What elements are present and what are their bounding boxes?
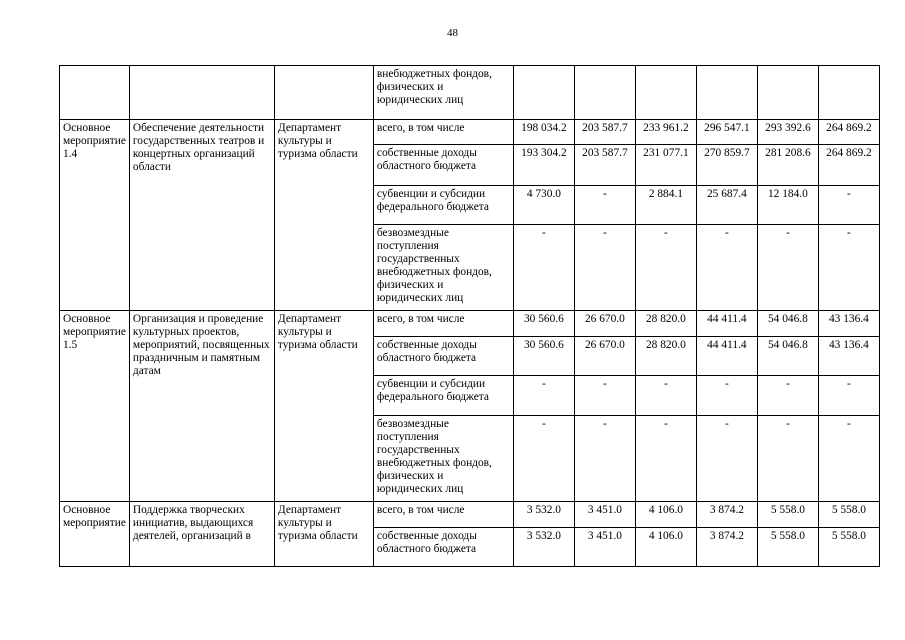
value-cell: 5 558.0 [757,528,818,567]
value-cell: 3 451.0 [574,502,635,528]
value-cell: - [696,416,757,502]
value-cell: - [635,416,696,502]
value-cell: 43 136.4 [818,311,879,337]
source-cell: безвозмездные поступления государственных внебюджетных фондов, физических и юридических лиц [373,225,513,311]
event-cell: Основное мероприятие [60,502,130,567]
value-cell: - [635,376,696,416]
value-cell: 281 208.6 [757,145,818,186]
value-cell: - [513,376,574,416]
value-cell [635,66,696,120]
value-cell: 12 184.0 [757,186,818,225]
value-cell: 296 547.1 [696,120,757,145]
value-cell: 26 670.0 [574,311,635,337]
event-cell: Основное мероприятие 1.4 [60,120,130,311]
value-cell: 264 869.2 [818,120,879,145]
source-cell: субвенции и субсидии федерального бюджета [373,186,513,225]
value-cell: 3 532.0 [513,502,574,528]
name-cell: Обеспечение деятельности государственных театров и концертных организаций области [129,120,274,311]
value-cell: - [818,186,879,225]
value-cell: 30 560.6 [513,311,574,337]
value-cell: 28 820.0 [635,311,696,337]
value-cell: - [574,225,635,311]
value-cell: 28 820.0 [635,337,696,376]
value-cell: 44 411.4 [696,311,757,337]
value-cell: 203 587.7 [574,120,635,145]
executor-cell: Департамент культуры и туризма области [274,120,373,311]
value-cell: - [574,376,635,416]
value-cell: 293 392.6 [757,120,818,145]
value-cell: - [635,225,696,311]
value-cell: - [757,376,818,416]
value-cell: 2 884.1 [635,186,696,225]
value-cell: 264 869.2 [818,145,879,186]
value-cell: 4 106.0 [635,502,696,528]
table-row [60,502,880,528]
value-cell: 5 558.0 [757,502,818,528]
source-cell: субвенции и субсидии федерального бюджета [373,376,513,416]
value-cell [757,66,818,120]
value-cell [574,66,635,120]
value-cell: 25 687.4 [696,186,757,225]
source-cell: внебюджетных фондов, физических и юридических лиц [373,66,513,120]
source-cell: собственные доходы областного бюджета [373,145,513,186]
source-cell: всего, в том числе [373,120,513,145]
value-cell: 231 077.1 [635,145,696,186]
event-cell: Основное мероприятие 1.5 [60,311,130,502]
source-cell: собственные доходы областного бюджета [373,337,513,376]
value-cell: - [818,416,879,502]
table-row [60,66,880,120]
value-cell: - [574,416,635,502]
source-cell: всего, в том числе [373,311,513,337]
table-row [60,120,880,145]
value-cell: - [757,416,818,502]
value-cell: 54 046.8 [757,311,818,337]
value-cell: - [696,376,757,416]
value-cell [513,66,574,120]
value-cell: - [818,376,879,416]
value-cell: - [513,225,574,311]
value-cell: 3 874.2 [696,528,757,567]
value-cell: 4 730.0 [513,186,574,225]
page-number: 48 [447,27,458,39]
name-cell: Поддержка творческих инициатив, выдающихся деятелей, организаций в [129,502,274,567]
name-cell: Организация и проведение культурных проектов, мероприятий, посвященных праздничным и памятным датам [129,311,274,502]
value-cell: - [757,225,818,311]
table-row [60,311,880,337]
value-cell: 193 304.2 [513,145,574,186]
value-cell [818,66,879,120]
value-cell: 5 558.0 [818,528,879,567]
value-cell: 4 106.0 [635,528,696,567]
event-cell [60,66,130,120]
source-cell: собственные доходы областного бюджета [373,528,513,567]
value-cell: - [818,225,879,311]
value-cell: 233 961.2 [635,120,696,145]
value-cell: 43 136.4 [818,337,879,376]
value-cell: 30 560.6 [513,337,574,376]
executor-cell: Департамент культуры и туризма области [274,311,373,502]
budget-table [59,65,880,567]
value-cell: 44 411.4 [696,337,757,376]
value-cell: 5 558.0 [818,502,879,528]
name-cell [129,66,274,120]
value-cell [696,66,757,120]
executor-cell [274,66,373,120]
value-cell: 3 451.0 [574,528,635,567]
value-cell: - [513,416,574,502]
value-cell: - [696,225,757,311]
source-cell: всего, в том числе [373,502,513,528]
executor-cell: Департамент культуры и туризма области [274,502,373,567]
value-cell: 270 859.7 [696,145,757,186]
value-cell: 203 587.7 [574,145,635,186]
value-cell: 198 034.2 [513,120,574,145]
value-cell: 3 532.0 [513,528,574,567]
value-cell: 3 874.2 [696,502,757,528]
value-cell: 26 670.0 [574,337,635,376]
value-cell: - [574,186,635,225]
value-cell: 54 046.8 [757,337,818,376]
source-cell: безвозмездные поступления государственных внебюджетных фондов, физических и юридических лиц [373,416,513,502]
